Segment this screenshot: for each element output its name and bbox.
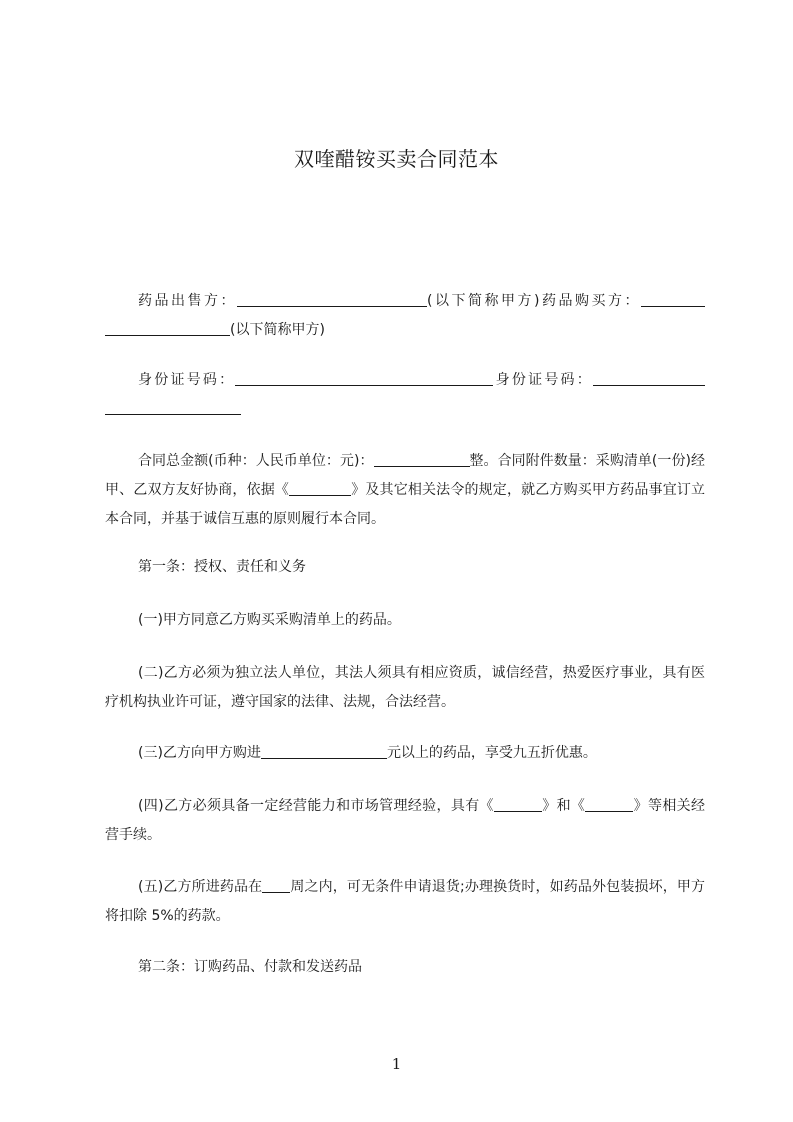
clause-1: (一)甲方同意乙方购买采购清单上的药品。 <box>138 612 401 628</box>
seller-blank <box>237 292 427 307</box>
clause-5-part-1: (五)乙方所进药品在 <box>138 879 263 895</box>
clause-2: (二)乙方必须为独立法人单位，其法人须具有相应资质，诚信经营，热爱医疗事业，具有医疗机构执业许可证，遵守国家的法律、法规，合法经营。 <box>105 665 705 710</box>
id-label-2: 身份证号码： <box>493 372 594 388</box>
id-paragraph <box>105 366 705 424</box>
id-blank-1 <box>235 371 493 386</box>
clause-3 <box>105 739 705 768</box>
weeks-blank <box>262 878 290 893</box>
article-2-heading: 第二条：订购药品、付款和发送药品 <box>138 959 362 975</box>
clause-4-part-2: 》和《 <box>541 798 586 814</box>
seller-label: 药品出售方： <box>138 293 238 309</box>
amount-intro: 合同总金额(币种：人民币单位：元)： <box>138 453 374 469</box>
purchase-amount-blank <box>261 744 387 759</box>
clause-4 <box>105 792 705 850</box>
law-name-blank <box>289 481 351 496</box>
license-blank-1 <box>494 797 542 812</box>
article-1-heading: 第一条：授权、责任和义务 <box>138 559 306 575</box>
parties-paragraph <box>105 287 705 345</box>
buyer-blank-line1 <box>641 292 705 307</box>
amount-blank <box>374 452 470 467</box>
clause-5 <box>105 873 705 931</box>
buyer-blank-line2 <box>105 321 230 336</box>
clause-3-part-1: (三)乙方向甲方购进 <box>138 745 261 761</box>
license-blank-2 <box>585 797 633 812</box>
buyer-note: (以下简称甲方) <box>230 322 325 338</box>
document-title: 双喹醋铵买卖合同范本 <box>294 147 499 171</box>
amount-paragraph <box>105 447 705 534</box>
id-blank-2b <box>105 400 241 415</box>
clause-4-part-1: (四)乙方必须具备一定经营能力和市场管理经验，具有《 <box>138 798 494 814</box>
id-blank-2a <box>593 371 705 386</box>
page-number: 1 <box>391 1055 402 1073</box>
amount-rest-1: 整。合同附件数量：采购清单(一份)经甲、乙双方友好协商，依据《 <box>105 453 705 498</box>
clause-5-part-2: 周之内，可无条件申请退货;办理换货时，如药品外包装损坏，甲方将扣除 5%的药款。 <box>105 879 705 924</box>
buyer-label: 药品购买方： <box>539 293 642 309</box>
clause-4-part-3: 》等相关经营手续。 <box>105 798 706 843</box>
clause-3-part-2: 元以上的药品，享受九五折优惠。 <box>386 745 597 761</box>
seller-note: (以下简称甲方) <box>427 293 540 309</box>
id-label-1: 身份证号码： <box>138 372 236 388</box>
amount-rest-2: 》及其它相关法令的规定，就乙方购买甲方药品事宜订立本合同，并基于诚信互惠的原则履行本合同。 <box>105 482 706 527</box>
